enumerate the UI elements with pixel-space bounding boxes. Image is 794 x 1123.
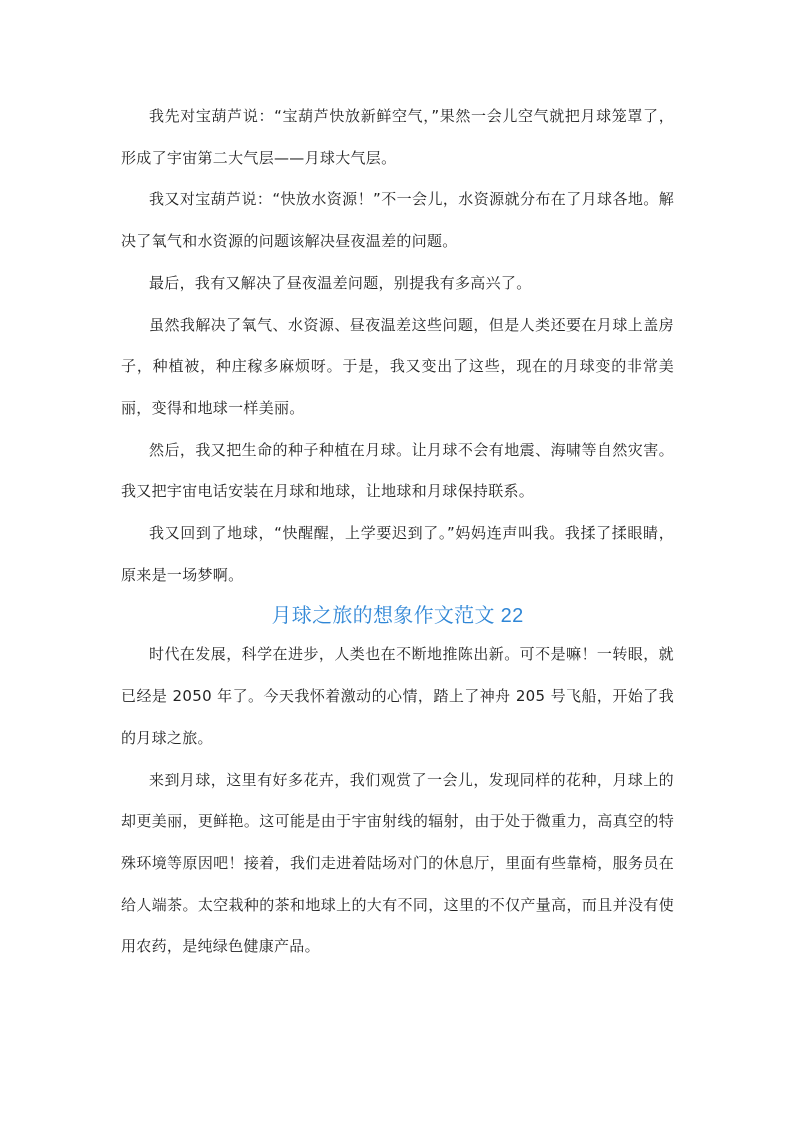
paragraph: 最后，我有又解决了昼夜温差问题，别提我有多高兴了。 [149,273,532,292]
paragraph: 我又对宝葫芦说：“快放水资源！”不一会儿，水资源就分布在了月球各地。解决了氧气和水资源的问题该解决昼夜温差的问题。 [121,190,674,251]
section-heading: 月球之旅的想象作文范文 22 [271,605,524,628]
document-page [121,96,674,968]
paragraph: 来到月球，这里有好多花卉，我们观赏了一会儿，发现同样的花种，月球上的却更美丽，更鲜艳。这可能是由于宇宙射线的辐射，由于处于微重力，高真空的特殊环境等原因吧！接着，我们走进着陆场对门的休息厅，里面有些靠椅，服务员在给人端茶。太空栽种的茶和地球上的大有不同，这里的不仅产量高，而且并没有使用农药，是纯绿色健康产品。 [121,770,674,956]
paragraph: 我先对宝葫芦说：“宝葫芦快放新鲜空气，”果然一会儿空气就把月球笼罩了，形成了宇宙第二大气层——月球大气层。 [121,107,674,167]
paragraph: 虽然我解决了氧气、水资源、昼夜温差这些问题，但是人类还要在月球上盖房子，种植被，种庄稼多麻烦呀。于是，我又变出了这些，现在的月球变的非常美丽，变得和地球一样美丽。 [121,315,674,417]
paragraph: 然后，我又把生命的种子种植在月球。让月球不会有地震、海啸等自然灾害。我又把宇宙电话安装在月球和地球，让地球和月球保持联系。 [121,440,674,501]
paragraph: 时代在发展，科学在进步，人类也在不断地推陈出新。可不是嘛！一转眼，就已经是 2050 年了。今天我怀着激动的心情，踏上了神舟 205 号飞船，开始了我的月球之旅。 [121,645,674,747]
paragraph: 我又回到了地球，“快醒醒，上学要迟到了。”妈妈连声叫我。我揉了揉眼睛，原来是一场梦啊。 [121,524,674,584]
